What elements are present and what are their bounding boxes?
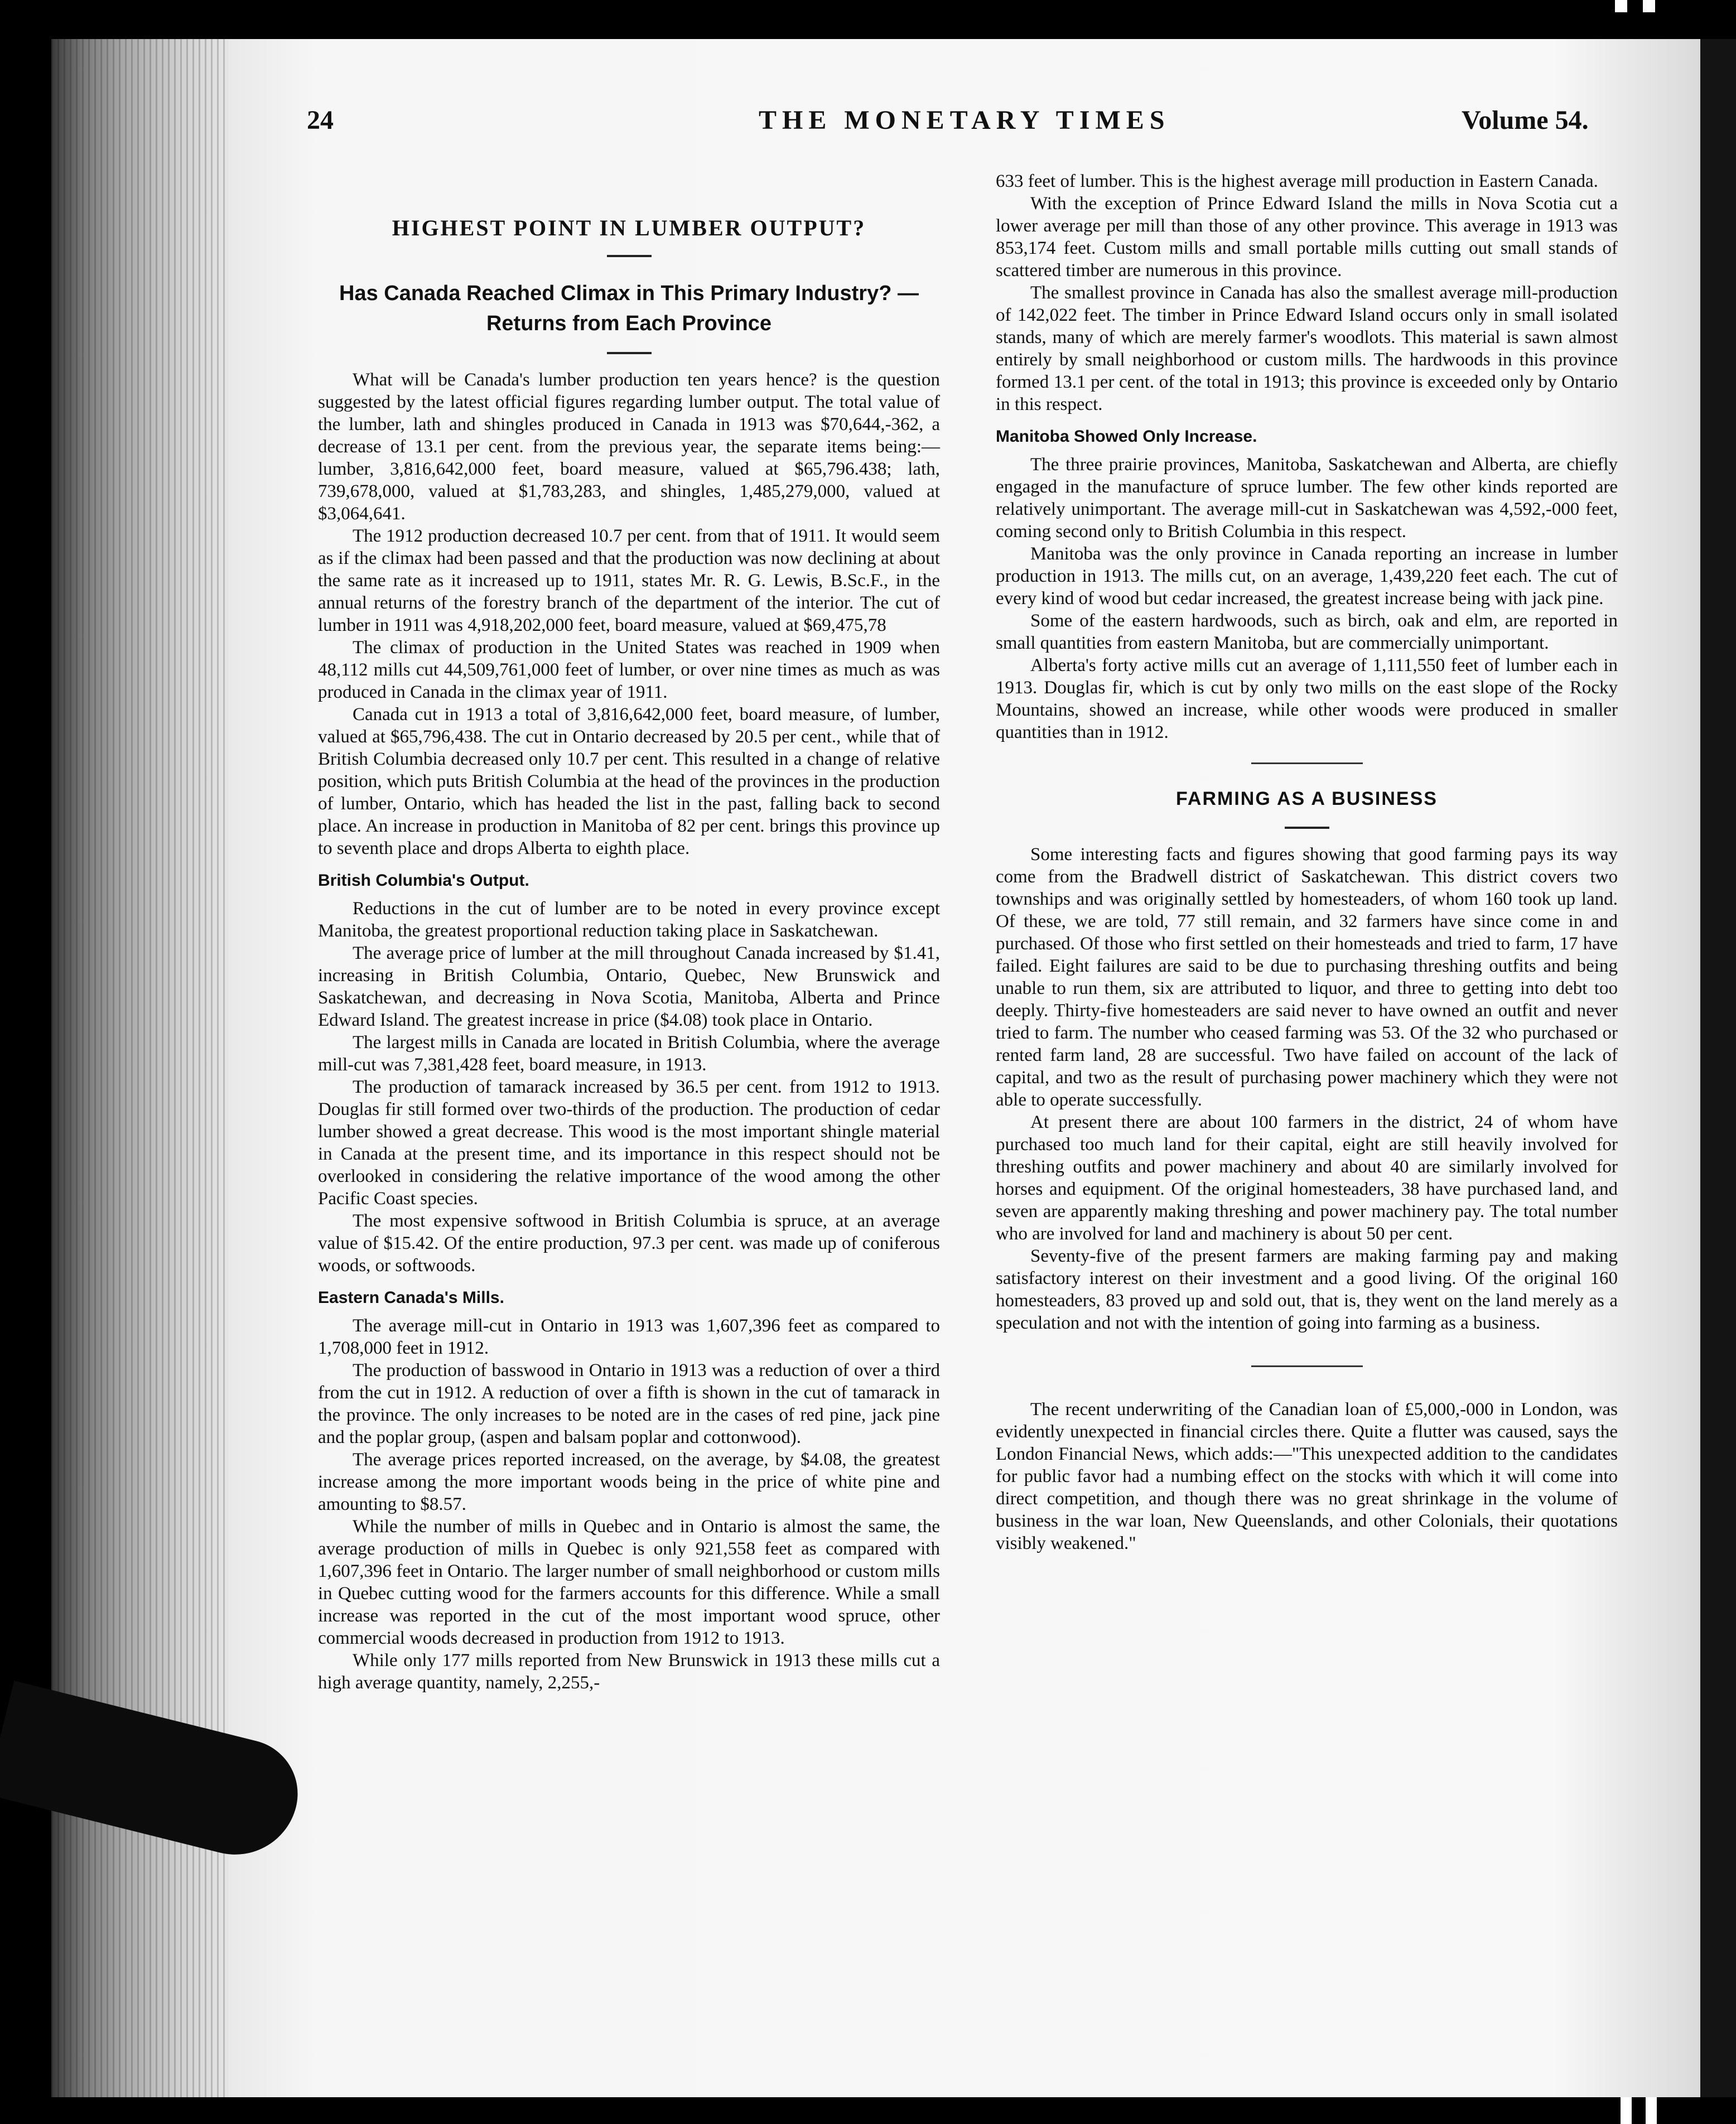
paragraph: What will be Canada's lumber production ten years hence? is the question suggested by the latest official figures regarding lumber output. The total value of the lumber, lath and shingles produced in Canada in 1913 was $70,644,-362, a decrease of 13.1 per cent. from the previous year, the separate items being:—lumber, 3,816,642,000 feet, board measure, valued at $65,796.438; lath, 739,678,000, valued at $1,783,283, and shingles, 1,485,279,000, valued at $3,064,641.	[318, 370, 940, 524]
paragraph: Seventy-five of the present farmers are making farming pay and making satisfactory interest on their investment and a good living. Of the original 160 homesteaders, 83 proved up and sold out, that is, they went on the land merely as a speculation and not with the intention of going into farming as a business.	[996, 1246, 1618, 1333]
section-divider	[1251, 762, 1363, 764]
section-heading: Eastern Canada's Mills.	[318, 1288, 504, 1307]
right-column	[996, 170, 1618, 1555]
paragraph: The climax of production in the United States was reached in 1909 when 48,112 mills cut 44,509,761,000 feet of lumber, or over nine times as much as was produced in Canada in the climax year of 1911.	[318, 638, 940, 702]
paragraph: The three prairie provinces, Manitoba, Saskatchewan and Alberta, are chiefly engaged in the manufacture of spruce lumber. The few other kinds reported are relatively unimportant. The average mill-cut in Saskatchewan was 4,592,-000 feet, coming second only to British Columbia in this respect.	[996, 455, 1618, 542]
paragraph: The smallest province in Canada has also the smallest average mill-production of 142,022 feet. The timber in Prince Edward Island occurs only in small isolated stands, many of which are merely farmer's woodlots. This material is sawn almost entirely by small neighborhood or custom mills. The hardwoods in this province formed 13.1 per cent. of the total in 1913; this province is exceeded only by Ontario in this respect.	[996, 283, 1618, 414]
paragraph: The largest mills in Canada are located in British Columbia, where the average mill-cut was 7,381,428 feet, board measure, in 1913.	[318, 1032, 940, 1075]
film-notch	[1621, 2097, 1632, 2124]
paragraph: The average price of lumber at the mill throughout Canada increased by $1.41, increasing in British Columbia, Ontario, Quebec, New Brunswick and Saskatchewan, and decreasing in Nova Scotia, Manitoba, Alberta and Prince Edward Island. The greatest increase in price ($4.08) took place in Ontario.	[318, 943, 940, 1030]
section-heading: Manitoba Showed Only Increase.	[996, 427, 1257, 446]
volume-label: Volume 54.	[1462, 105, 1589, 135]
paragraph: With the exception of Prince Edward Island the mills in Nova Scotia cut a lower average per mill than those of any other province. This average in 1913 was 853,174 feet. Custom mills and small portable mills cutting out small stands of scattered timber are numerous in this province.	[996, 194, 1618, 281]
paragraph: Alberta's forty active mills cut an average of 1,111,550 feet of lumber each in 1913. Douglas fir, which is cut by only two mills on the east slope of the Rocky Mountains, showed an increase, while other woods were produced in smaller quantities than in 1912.	[996, 655, 1618, 742]
paragraph: Some of the eastern hardwoods, such as birch, oak and elm, are reported in small quantities from eastern Manitoba, but are commercially unimportant.	[996, 611, 1618, 653]
binding-strip	[1700, 39, 1736, 2097]
paragraph: Canada cut in 1913 a total of 3,816,642,000 feet, board measure, of lumber, valued at $65,796,438. The cut in Ontario decreased by 20.5 per cent., while that of British Columbia decreased only 10.7 per cent. This resulted in a change of relative position, which puts British Columbia at the head of the provinces in the production of lumber, Ontario, which has headed the list in the past, falling back to second place. An increase in production in Manitoba of 82 per cent. brings this province up to seventh place and drops Alberta to eighth place.	[318, 704, 940, 858]
film-notch	[1646, 2097, 1657, 2124]
paragraph: The 1912 production decreased 10.7 per cent. from that of 1911. It would seem as if the climax had been passed and that the production was now declining at about the same rate as it increased up to 1911, states Mr. R. G. Lewis, B.Sc.F., in the annual returns of the forestry branch of the department of the interior. The cut of lumber in 1911 was 4,918,202,000 feet, board measure, valued at $69,475,78	[318, 526, 940, 635]
farming-rule	[1285, 827, 1329, 829]
film-notch	[1643, 0, 1655, 12]
paragraph: Some interesting facts and figures showing that good farming pays its way come from the Bradwell district of Saskatchewan. This district covers two townships and was originally settled by homesteaders, of whom 160 took up land. Of these, we are told, 77 still remain, and 32 farmers have since come in and purchased. Of those who first settled on their homesteads and tried to farm, 17 have failed. Eight failures are said to be due to purchasing threshing outfits and being unable to run them, six are attributed to liquor, and three to getting into debt too deeply. Thirty-five homesteaders are said never to have owned an outfit and never tried to farm. The number who ceased farming was 53. Of the 32 who purchased or rented farm land, 28 are successful. Two have failed on account of the lack of capital, and two as the result of purchasing power machinery which they were not able to operate successfully.	[996, 844, 1618, 1110]
paragraph: Manitoba was the only province in Canada reporting an increase in lumber production in 1913. The mills cut, on an average, 1,439,220 feet each. The cut of every kind of wood but cedar increased, the greatest increase being with jack pine.	[996, 544, 1618, 609]
paragraph: The average mill-cut in Ontario in 1913 was 1,607,396 feet as compared to 1,708,000 feet in 1912.	[318, 1316, 940, 1358]
newspaper-page	[229, 39, 1700, 2097]
paragraph: 633 feet of lumber. This is the highest average mill production in Eastern Canada.	[996, 171, 1598, 191]
paragraph: While only 177 mills reported from New Brunswick in 1913 these mills cut a high average quantity, namely, 2,255,-	[318, 1650, 940, 1693]
paragraph: While the number of mills in Quebec and in Ontario is almost the same, the average production of mills in Quebec is only 921,558 feet as compared with 1,607,396 feet in Ontario. The larger number of small neighborhood or custom mills in Quebec cutting wood for the farmers accounts for this difference. While a small increase was reported in the cut of the most important wood spruce, other commercial woods decreased in production from 1912 to 1913.	[318, 1517, 940, 1648]
section-heading: British Columbia's Output.	[318, 871, 529, 890]
left-column	[318, 170, 940, 1694]
article-headline: HIGHEST POINT IN LUMBER OUTPUT?	[392, 215, 866, 240]
paragraph: The most expensive softwood in British Columbia is spruce, at an average value of $15.42. Of the entire production, 97.3 per cent. was made up of coniferous woods, or softwoods.	[318, 1211, 940, 1276]
paragraph: At present there are about 100 farmers in the district, 24 of whom have purchased too much land for their capital, eight are still heavily involved for threshing outfits and power machinery and about 40 are similarly involved for horses and equipment. Of the original homesteaders, 38 have purchased land, and seven are apparently making threshing and power machinery pay. The total number who are involved for land and machinery is about 50 per cent.	[996, 1112, 1618, 1244]
journal-title: THE MONETARY TIMES	[759, 105, 1170, 135]
headline-rule	[607, 255, 652, 257]
farming-headline: FARMING AS A BUSINESS	[1176, 788, 1438, 809]
paragraph: The average prices reported increased, on the average, by $4.08, the greatest increase among the more important woods being in the price of white pine and amounting to $8.57.	[318, 1450, 940, 1514]
subheadline-rule	[607, 352, 652, 354]
section-divider	[1251, 1365, 1363, 1367]
paragraph: The recent underwriting of the Canadian loan of £5,000,-000 in London, was evidently unexpected in financial circles there. Quite a flutter was caused, says the London Financial News, which adds:—"This unexpected addition to the candidates for public favor had a numbing effect on the stocks with which it will come into direct competition, and though there was no great shrinkage in the volume of business in the war loan, New Queenslands, and other Colonials, their quotations visibly weakened."	[996, 1399, 1618, 1553]
paragraph: Reductions in the cut of lumber are to be noted in every province except Manitoba, the greatest proportional reduction taking place in Saskatchewan.	[318, 899, 940, 941]
paragraph: The production of basswood in Ontario in 1913 was a reduction of over a third from the cut in 1912. A reduction of over a fifth is shown in the cut of tamarack in the province. The only increases to be noted are in the cases of red pine, jack pine and the poplar group, (aspen and balsam poplar and cottonwood).	[318, 1360, 940, 1447]
paragraph: The production of tamarack increased by 36.5 per cent. from 1912 to 1913. Douglas fir still formed over two-thirds of the production. The production of cedar lumber showed a great decrease. This wood is the most important shingle material in Canada at the present time, and its importance in this respect should not be overlooked in considering the relative importance of the wood among the other Pacific Coast species.	[318, 1077, 940, 1209]
page-number: 24	[307, 105, 334, 135]
article-subheadline: Has Canada Reached Climax in This Primary Industry? —Returns from Each Province	[339, 282, 919, 335]
film-notch	[1615, 0, 1627, 12]
